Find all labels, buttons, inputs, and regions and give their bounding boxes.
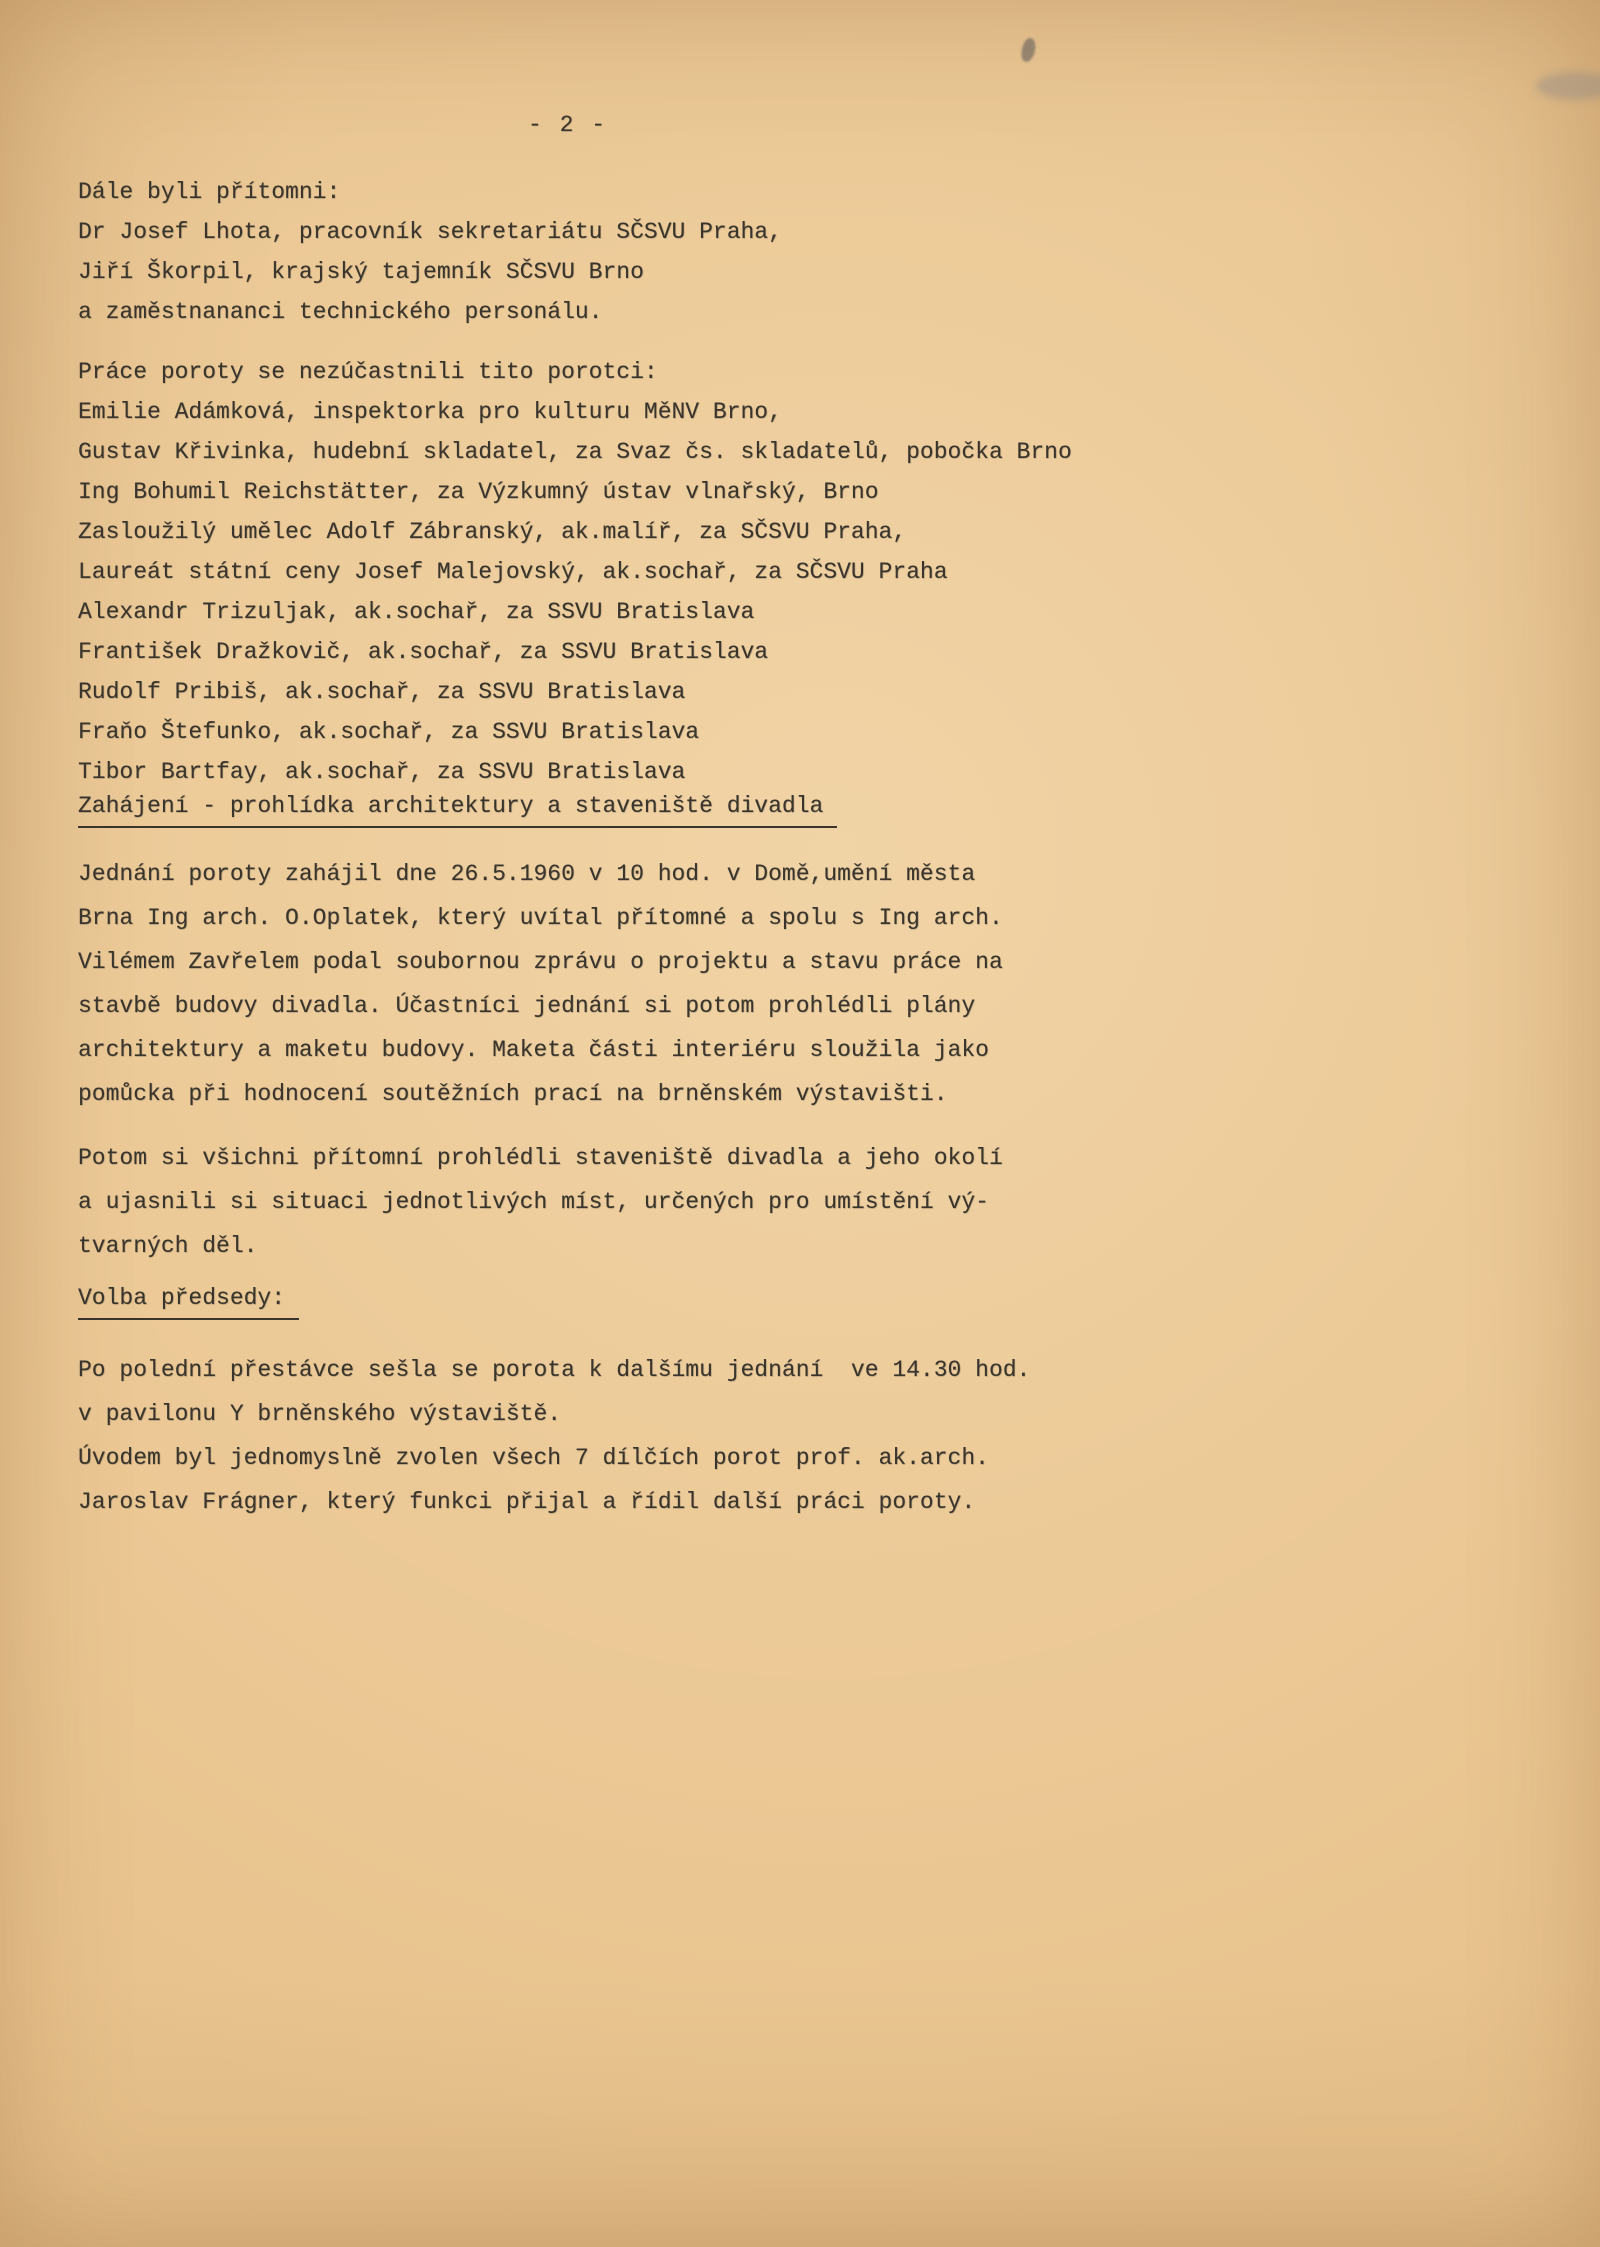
text-line: stavbě budovy divadla. Účastníci jednání si potom prohlédli plány	[78, 993, 976, 1019]
text-line: Fraňo Štefunko, ak.sochař, za SSVU Bratislava	[78, 719, 700, 745]
text-line: Jednání poroty zahájil dne 26.5.1960 v 10 hod. v Domě,umění města	[78, 861, 976, 887]
text-line: pomůcka při hodnocení soutěžních prací na brněnském výstavišti.	[78, 1081, 948, 1107]
text-line: Emilie Adámková, inspektorka pro kulturu MěNV Brno,	[78, 399, 782, 425]
text-line: Po polední přestávce sešla se porota k dalšímu jednání ve 14.30 hod.	[78, 1357, 1031, 1383]
chairman-election-section	[78, 1284, 1548, 1524]
opening-section	[78, 792, 1548, 1268]
text-line: František Dražkovič, ak.sochař, za SSVU Bratislava	[78, 639, 769, 665]
attendees-intro: Dále byli přítomni:	[78, 179, 341, 205]
document-page	[78, 172, 1548, 1524]
text-line: Vilémem Zavřelem podal soubornou zprávu o projektu a stavu práce na	[78, 949, 1003, 975]
page-number: - 2 -	[528, 112, 608, 138]
chairman-section-heading: Volba předsedy:	[78, 1284, 299, 1320]
text-line: Alexandr Trizuljak, ak.sochař, za SSVU Bratislava	[78, 599, 755, 625]
text-line: Tibor Bartfay, ak.sochař, za SSVU Bratislava	[78, 759, 686, 785]
section-heading-row	[78, 792, 1548, 828]
absent-jurors-section	[78, 352, 1548, 792]
text-line: a zaměstnananci technického personálu.	[78, 299, 603, 325]
text-line: v pavilonu Y brněnského výstaviště.	[78, 1401, 562, 1427]
text-line: Dr Josef Lhota, pracovník sekretariátu SČSVU Praha,	[78, 219, 782, 245]
text-line: Zasloužilý umělec Adolf Zábranský, ak.malíř, za SČSVU Praha,	[78, 519, 907, 545]
text-line: tvarných děl.	[78, 1233, 258, 1259]
opening-section-heading: Zahájení - prohlídka architektury a staveniště divadla	[78, 792, 837, 828]
text-line: Gustav Křivinka, hudební skladatel, za Svaz čs. skladatelů, pobočka Brno	[78, 439, 1072, 465]
text-line: architektury a maketu budovy. Maketa části interiéru sloužila jako	[78, 1037, 989, 1063]
paragraph	[78, 1348, 1548, 1524]
text-line: Brna Ing arch. O.Oplatek, který uvítal přítomné a spolu s Ing arch.	[78, 905, 1003, 931]
text-line: Úvodem byl jednomyslně zvolen všech 7 dílčích porot prof. ak.arch.	[78, 1445, 989, 1471]
text-line: Laureát státní ceny Josef Malejovský, ak.sochař, za SČSVU Praha	[78, 559, 948, 585]
paragraph	[78, 852, 1548, 1116]
text-line: Potom si všichni přítomní prohlédli staveniště divadla a jeho okolí	[78, 1145, 1003, 1171]
absent-jurors-intro: Práce poroty se nezúčastnili tito porotci:	[78, 359, 658, 385]
attendees-section	[78, 172, 1548, 332]
text-line: Jaroslav Frágner, který funkci přijal a řídil další práci poroty.	[78, 1489, 976, 1515]
text-line: Jiří Škorpil, krajský tajemník SČSVU Brno	[78, 259, 644, 285]
text-line: a ujasnili si situaci jednotlivých míst, určených pro umístění vý-	[78, 1189, 989, 1215]
paragraph	[78, 1136, 1548, 1268]
text-line: Ing Bohumil Reichstätter, za Výzkumný ústav vlnařský, Brno	[78, 479, 879, 505]
text-line: Rudolf Pribiš, ak.sochař, za SSVU Bratislava	[78, 679, 686, 705]
section-heading-row	[78, 1284, 1548, 1320]
